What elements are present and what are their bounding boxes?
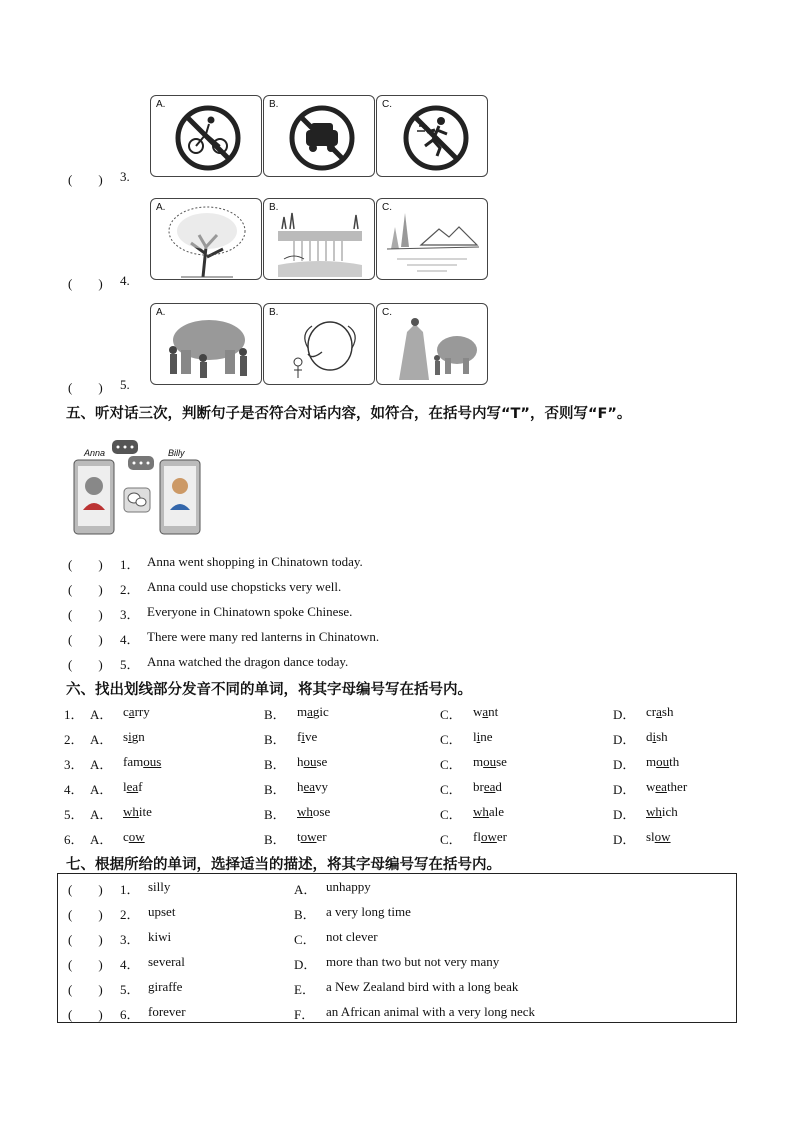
underlined-segment: ea	[483, 779, 496, 794]
option-word[interactable]	[646, 804, 678, 820]
word-suffix: ich	[661, 804, 678, 819]
option-description: an African animal with a very long neck	[326, 1004, 536, 1019]
q4-option-c-image[interactable]	[376, 198, 488, 280]
option-letter: B．	[294, 907, 316, 922]
item-text: Anna went shopping in Chinatown today.	[147, 554, 363, 569]
underlined-segment: i	[476, 729, 481, 744]
matching-list	[68, 879, 728, 1022]
option-word[interactable]	[646, 704, 673, 720]
table-row	[64, 829, 744, 849]
word-suffix: er	[316, 829, 327, 844]
word-prefix: fam	[123, 754, 144, 769]
no-cars-sign-icon	[264, 96, 375, 177]
phonics-table	[64, 704, 744, 854]
option-letter: A．	[90, 732, 113, 747]
option-description: not clever	[326, 929, 378, 944]
underlined-segment: a	[128, 704, 135, 719]
underlined-segment: i	[652, 729, 657, 744]
option-word[interactable]	[123, 804, 152, 820]
word-prefix: br	[473, 779, 484, 794]
option-word[interactable]	[297, 804, 330, 820]
item-number: 5．	[120, 657, 140, 672]
word-prefix: c	[123, 704, 129, 719]
option-word[interactable]	[473, 804, 504, 820]
underlined-segment: ou	[656, 754, 670, 769]
chat-illustration	[70, 436, 204, 538]
option-word[interactable]	[297, 754, 327, 770]
item-number: 3．	[120, 932, 140, 947]
answer-bracket[interactable]: ( )	[68, 1007, 103, 1022]
answer-bracket[interactable]: ( )	[68, 882, 103, 897]
option-letter: B．	[264, 807, 286, 822]
list-item	[68, 879, 728, 899]
table-row	[64, 779, 744, 799]
underlined-segment: ow	[128, 829, 145, 844]
word-suffix: sh	[661, 704, 674, 719]
option-word[interactable]	[473, 754, 507, 770]
table-row	[64, 729, 744, 749]
option-letter: D．	[613, 807, 636, 822]
word-suffix: rry	[134, 704, 150, 719]
option-word[interactable]	[473, 779, 502, 795]
no-cycling-sign-icon	[151, 96, 262, 177]
option-letter: C．	[440, 807, 462, 822]
word-suffix: er	[496, 829, 507, 844]
answer-bracket[interactable]: ( )	[68, 582, 103, 597]
item-word: silly	[148, 879, 171, 894]
q4-option-b-image[interactable]	[263, 198, 375, 280]
option-word[interactable]	[646, 754, 679, 770]
q4-bracket[interactable]: ( )	[68, 276, 103, 291]
word-suffix: f	[138, 779, 143, 794]
word-prefix: m	[473, 754, 484, 769]
option-word[interactable]	[473, 729, 493, 745]
option-letter: A．	[90, 757, 113, 772]
underlined-segment: ea	[655, 779, 667, 794]
row-number: 4．	[64, 782, 84, 797]
item-number: 2．	[120, 582, 140, 597]
option-letter: B．	[264, 707, 286, 722]
q3-option-a-image[interactable]	[150, 95, 262, 177]
word-prefix: l	[123, 779, 127, 794]
item-text: There were many red lanterns in Chinatown.	[147, 629, 380, 644]
row-number: 6．	[64, 832, 84, 847]
item-number: 6．	[120, 1007, 140, 1022]
word-prefix: f	[297, 729, 302, 744]
option-word[interactable]	[646, 779, 687, 795]
option-letter: D．	[613, 782, 636, 797]
option-word[interactable]	[123, 829, 145, 845]
option-word[interactable]	[123, 729, 145, 745]
item-number: 4．	[120, 632, 140, 647]
option-label: C.	[382, 202, 392, 213]
word-suffix: ale	[488, 804, 505, 819]
list-item	[68, 979, 728, 999]
option-label: B.	[269, 202, 279, 213]
word-suffix: se	[316, 754, 328, 769]
option-description: a very long time	[326, 904, 411, 919]
word-suffix: ther	[666, 779, 688, 794]
item-word: several	[148, 954, 185, 969]
row-number: 5．	[64, 807, 84, 822]
option-letter: B．	[264, 757, 286, 772]
underlined-segment: ea	[126, 779, 139, 794]
word-prefix: fl	[473, 829, 481, 844]
option-letter: D．	[613, 707, 636, 722]
option-letter: D．	[294, 957, 317, 972]
item-word: upset	[148, 904, 176, 919]
name-label-anna: Anna	[84, 448, 106, 458]
tree-illustration-icon	[151, 199, 262, 280]
option-word[interactable]	[123, 704, 150, 720]
word-suffix: ose	[312, 804, 331, 819]
row-number: 1．	[64, 707, 84, 722]
underlined-segment: wh	[473, 804, 489, 819]
q5-number: 5.	[120, 377, 130, 392]
word-prefix: d	[646, 729, 653, 744]
elephant-with-child-icon	[264, 304, 375, 385]
underlined-segment: a	[656, 704, 662, 719]
option-description: unhappy	[326, 879, 371, 894]
option-label: B.	[269, 307, 279, 318]
option-letter: A．	[90, 782, 113, 797]
option-label: C.	[382, 99, 392, 110]
option-word[interactable]	[297, 829, 327, 845]
option-word[interactable]	[123, 779, 143, 795]
word-suffix: nt	[488, 704, 499, 719]
word-suffix: gn	[131, 729, 145, 744]
word-suffix: gic	[312, 704, 329, 719]
underlined-segment: a	[307, 704, 313, 719]
word-suffix: se	[496, 754, 507, 769]
word-prefix: cr	[646, 704, 657, 719]
option-letter: B．	[264, 782, 286, 797]
q5-option-a-image[interactable]	[150, 303, 262, 385]
q3-bracket[interactable]: ( )	[68, 172, 103, 187]
word-prefix: h	[297, 754, 304, 769]
answer-bracket[interactable]: ( )	[68, 932, 103, 947]
word-suffix: vy	[315, 779, 329, 794]
answer-bracket[interactable]: ( )	[68, 632, 103, 647]
underlined-segment: ous	[143, 754, 162, 769]
underlined-segment: ow	[654, 829, 671, 844]
lake-mountain-illustration-icon	[377, 199, 488, 280]
list-item	[68, 954, 728, 974]
word-prefix: w	[473, 704, 483, 719]
item-text: Everyone in Chinatown spoke Chinese.	[147, 604, 353, 619]
option-label: A.	[156, 99, 166, 110]
underlined-segment: wh	[297, 804, 313, 819]
people-with-elephant-icon	[151, 304, 262, 385]
underlined-segment: i	[301, 729, 305, 744]
table-row	[64, 704, 744, 724]
answer-bracket[interactable]: ( )	[68, 907, 103, 922]
item-number: 2．	[120, 907, 140, 922]
list-item	[68, 929, 728, 949]
item-word: giraffe	[148, 979, 183, 994]
option-letter: F．	[294, 1007, 315, 1022]
table-row	[64, 754, 744, 774]
item-number: 4．	[120, 957, 140, 972]
answer-bracket[interactable]: ( )	[68, 982, 103, 997]
word-suffix: d	[495, 779, 502, 794]
word-prefix: s	[123, 729, 129, 744]
matching-box	[57, 873, 737, 1023]
option-letter: A．	[90, 707, 113, 722]
item-word: kiwi	[148, 929, 172, 944]
word-suffix: th	[669, 754, 680, 769]
word-prefix: t	[297, 829, 301, 844]
answer-bracket[interactable]: ( )	[68, 657, 103, 672]
underlined-segment: ou	[483, 754, 497, 769]
word-suffix: sh	[656, 729, 668, 744]
option-label: A.	[156, 202, 166, 213]
underlined-segment: i	[128, 729, 132, 744]
option-word[interactable]	[473, 704, 498, 720]
item-text: Anna watched the dragon dance today.	[147, 654, 349, 669]
option-letter: A．	[90, 832, 113, 847]
option-label: B.	[269, 99, 279, 110]
option-letter: C．	[440, 732, 462, 747]
option-word[interactable]	[473, 829, 507, 845]
option-letter: C．	[294, 932, 316, 947]
q5-option-c-image[interactable]	[376, 303, 488, 385]
option-letter: A．	[294, 882, 317, 897]
option-letter: D．	[613, 832, 636, 847]
option-letter: D．	[613, 732, 636, 747]
word-suffix: ne	[480, 729, 493, 744]
q5-bracket[interactable]: ( )	[68, 380, 103, 395]
part7-title: 七、根据所给的单词，选择适当的描述，将其字母编号写在括号内。	[66, 857, 501, 873]
option-description: more than two but not very many	[326, 954, 500, 969]
option-letter: B．	[264, 832, 286, 847]
no-running-sign-icon	[377, 96, 488, 177]
item-number: 1．	[120, 557, 140, 572]
q5-option-b-image[interactable]	[263, 303, 375, 385]
item-text: Anna could use chopsticks very well.	[147, 579, 342, 594]
underlined-segment: a	[482, 704, 489, 719]
option-label: A.	[156, 307, 166, 318]
word-suffix: ve	[304, 729, 318, 744]
option-label: C.	[382, 307, 392, 318]
underlined-segment: ow	[480, 829, 497, 844]
q4-option-a-image[interactable]	[150, 198, 262, 280]
underlined-segment: ow	[300, 829, 317, 844]
item-number: 1．	[120, 882, 140, 897]
row-number: 3．	[64, 757, 84, 772]
waterfall-illustration-icon	[264, 199, 375, 280]
option-word[interactable]	[123, 754, 161, 770]
option-letter: D．	[613, 757, 636, 772]
word-prefix: sl	[646, 829, 655, 844]
item-number: 5．	[120, 982, 140, 997]
word-prefix: w	[646, 779, 656, 794]
word-prefix: c	[123, 829, 129, 844]
option-word[interactable]	[646, 829, 671, 845]
underlined-segment: ou	[303, 754, 317, 769]
list-item	[68, 1004, 728, 1024]
underlined-segment: ea	[303, 779, 316, 794]
option-word[interactable]	[297, 779, 328, 795]
word-prefix: m	[297, 704, 308, 719]
part5-title: 五、听对话三次，判断句子是否符合对话内容，如符合，在括号内写“T”，否则写“F”。	[66, 406, 632, 422]
word-suffix: ite	[138, 804, 152, 819]
option-letter: C．	[440, 707, 462, 722]
row-number: 2．	[64, 732, 84, 747]
option-word[interactable]	[297, 729, 317, 745]
q3-option-b-image[interactable]	[263, 95, 375, 177]
option-letter: A．	[90, 807, 113, 822]
option-word[interactable]	[646, 729, 668, 745]
item-number: 3．	[120, 607, 140, 622]
underlined-segment: wh	[646, 804, 662, 819]
word-prefix: h	[297, 779, 304, 794]
name-label-billy: Billy	[168, 448, 185, 458]
option-word[interactable]	[297, 704, 329, 720]
answer-bracket[interactable]: ( )	[68, 557, 103, 572]
underlined-segment: wh	[123, 804, 139, 819]
answer-bracket[interactable]: ( )	[68, 957, 103, 972]
people-riding-elephant-icon	[377, 304, 488, 385]
option-letter: E．	[294, 982, 315, 997]
option-letter: B．	[264, 732, 286, 747]
list-item	[68, 904, 728, 924]
part6-title: 六、找出划线部分发音不同的单词，将其字母编号写在括号内。	[66, 682, 472, 698]
answer-bracket[interactable]: ( )	[68, 607, 103, 622]
q3-option-c-image[interactable]	[376, 95, 488, 177]
option-letter: C．	[440, 782, 462, 797]
item-word: forever	[148, 1004, 186, 1019]
word-prefix: m	[646, 754, 657, 769]
q3-number: 3.	[120, 169, 130, 184]
q4-number: 4.	[120, 273, 130, 288]
word-prefix: l	[473, 729, 477, 744]
option-letter: C．	[440, 832, 462, 847]
table-row	[64, 804, 744, 824]
option-letter: C．	[440, 757, 462, 772]
option-description: a New Zealand bird with a long beak	[326, 979, 519, 994]
